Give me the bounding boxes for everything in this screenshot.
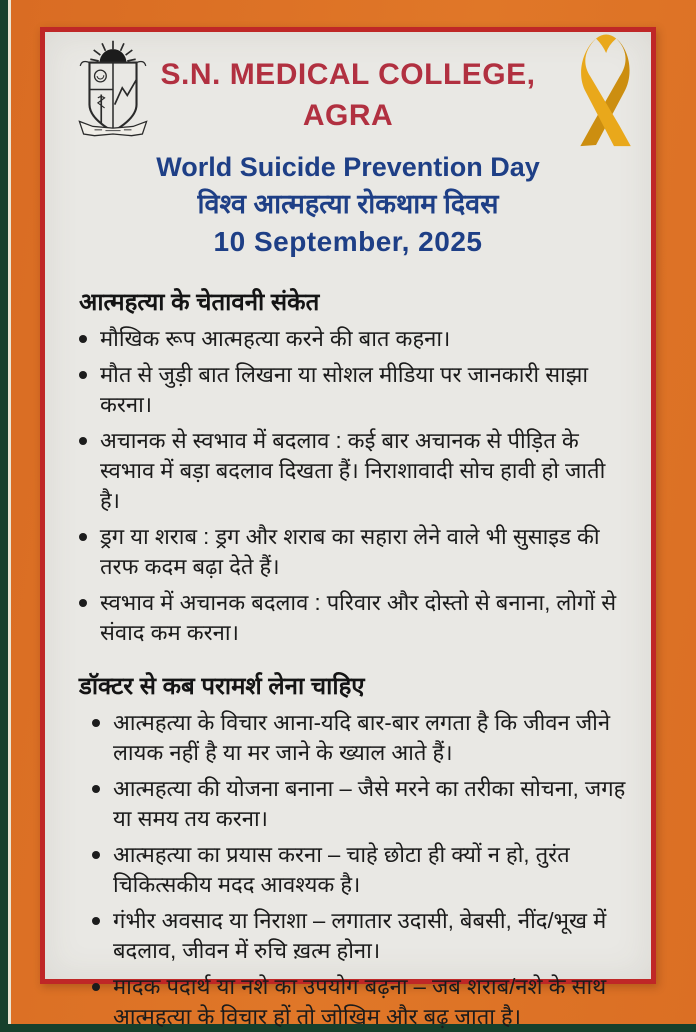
bullet-list (79, 708, 627, 1032)
event-title-hindi: विश्व आत्महत्या रोकथाम दिवस (197, 189, 499, 219)
section-heading: डॉक्टर से कब परामर्श लेना चाहिए (79, 673, 365, 700)
bullet-text: अचानक से स्वभाव में बदलाव : कई बार अचानक से पीड़ित के स्वभाव में बड़ा बदलाव दिखता हैं। निराशावादी सोच हावी हो जाती है। (100, 428, 606, 513)
bullet-item (92, 840, 627, 900)
bullet-item (92, 708, 627, 768)
bullet-dot-icon (79, 335, 87, 343)
bullet-item (79, 324, 627, 354)
bullet-text: मौत से जुड़ी बात लिखना या सोशल मीडिया पर जानकारी साझा करना। (100, 362, 589, 417)
bullet-dot-icon (92, 983, 100, 991)
bullet-text: ड्रग या शराब : ड्रग और शराब का सहारा लेने वाले भी सुसाइड की तरफ कदम बढ़ा देते हैं। (100, 524, 600, 579)
bullet-item (92, 972, 627, 1032)
bullet-dot-icon (79, 371, 87, 379)
bullet-item (79, 360, 627, 420)
bullet-text: मादक पदार्थ या नशे का उपयोग बढ़ना – जब शराब/नशे के साथ आत्महत्या के विचार हों तो जोखिम और बढ़ जाता है। (113, 974, 607, 1029)
bullet-text: आत्महत्या का प्रयास करना – चाहे छोटा ही क्यों न हो, तुरंत चिकित्सकीय मदद आवश्यक है। (113, 842, 570, 897)
bullet-dot-icon (92, 785, 100, 793)
bullet-item (79, 426, 627, 516)
poster-card (40, 27, 656, 1029)
bullet-dot-icon (79, 599, 87, 607)
college-crest-icon (71, 37, 155, 152)
bullet-list (79, 324, 627, 648)
bullet-item (92, 906, 627, 966)
bullet-text: आत्महत्या के विचार आना-यदि बार-बार लगता है कि जीवन जीने लायक नहीं है या मर जाने के ख्याल आते हैं। (113, 710, 611, 765)
bullet-text: गंभीर अवसाद या निराशा – लगातार उदासी, बेबसी, नींद/भूख में बदलाव, जीवन में रुचि ख़त्म होना। (113, 908, 607, 963)
section-consult-doctor (79, 669, 627, 1032)
bullet-item (79, 588, 627, 648)
bullet-text: स्वभाव में अचानक बदलाव : परिवार और दोस्तो से बनाना, लोगों से संवाद कम करना। (100, 590, 617, 645)
event-title-english: World Suicide Prevention Day (156, 152, 540, 182)
bullet-dot-icon (92, 719, 100, 727)
event-date: 10 September, 2025 (213, 226, 483, 257)
bullet-text: आत्महत्या की योजना बनाना – जैसे मरने का तरीका सोचना, जगह या समय तय करना। (113, 776, 626, 831)
bullet-dot-icon (92, 851, 100, 859)
bullet-dot-icon (92, 917, 100, 925)
yellow-ribbon-icon (569, 34, 641, 169)
section-warning-signs (79, 285, 627, 648)
section-heading: आत्महत्या के चेतावनी संकेत (79, 289, 320, 316)
bullet-item (79, 522, 627, 582)
bullet-text: मौखिक रूप आत्महत्या करने की बात कहना। (100, 326, 451, 351)
college-name-line2: AGRA (302, 99, 394, 132)
college-name-line1: S.N. MEDICAL COLLEGE, (160, 58, 536, 91)
bullet-dot-icon (79, 437, 87, 445)
bullet-dot-icon (79, 533, 87, 541)
bullet-item (92, 774, 627, 834)
